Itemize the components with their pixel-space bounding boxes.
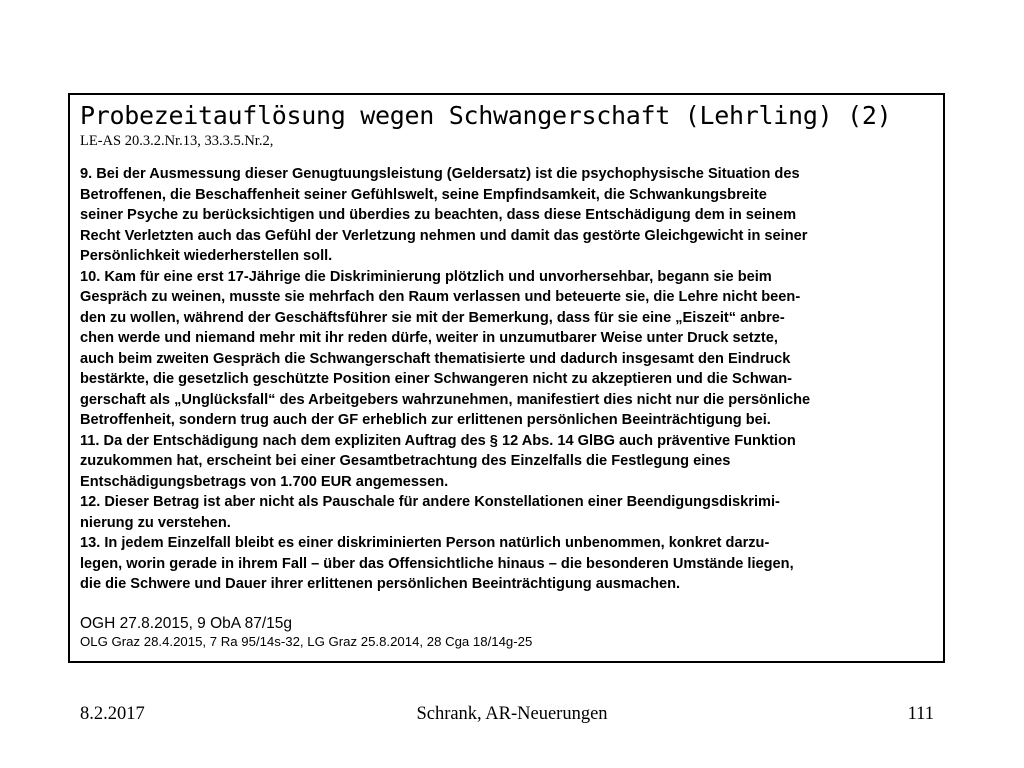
paragraph-9 [80, 164, 933, 267]
text-line: legen, worin gerade in ihrem Fall – über das Offensichtliche hinaus – die besonderen Umstände liegen, [80, 555, 794, 572]
paragraph-12 [80, 492, 933, 533]
lower-court-citation: OLG Graz 28.4.2015, 7 Ra 95/14s-32, LG Graz 25.8.2014, 28 Cga 18/14g-25 [80, 633, 533, 649]
footer-date: 8.2.2017 [80, 704, 145, 724]
text-line: gerschaft als „Unglücksfall“ des Arbeitgebers wahrzunehmen, manifestiert dies nicht nur die persönliche [80, 391, 811, 408]
text-line: 11. Da der Entschädigung nach dem expliziten Auftrag des § 12 Abs. 14 GlBG auch präventive Funktion [80, 432, 796, 449]
text-line: 10. Kam für eine erst 17-Jährige die Diskriminierung plötzlich und unvorhersehbar, begann sie beim [80, 268, 772, 285]
text-line: Betroffenheit, sondern trug auch der GF erheblich zur erlittenen persönlichen Beeinträchtigung bei. [80, 412, 771, 428]
text-line: 9. Bei der Ausmessung dieser Genugtuungsleistung (Geldersatz) ist die psychophysische Situation des [80, 166, 800, 182]
text-line: Gespräch zu weinen, musste sie mehrfach den Raum verlassen und beteuerte sie, die Lehre nicht been- [80, 289, 801, 305]
text-line: auch beim zweiten Gespräch die Schwangerschaft thematisierte und dadurch insgesamt den Eindruck [80, 350, 791, 367]
text-line: zuzukommen hat, erscheint bei einer Gesamtbetrachtung des Einzelfalls die Festlegung eines [80, 453, 731, 469]
court-citation: OGH 27.8.2015, 9 ObA 87/15g [80, 614, 292, 632]
text-line: 13. In jedem Einzelfall bleibt es einer diskriminierten Person natürlich unbenommen, konkret darzu- [80, 535, 770, 551]
text-line: nierung zu verstehen. [80, 514, 231, 531]
reference-line: LE-AS 20.3.2.Nr.13, 33.3.5.Nr.2, [80, 133, 274, 149]
text-line: 12. Dieser Betrag ist aber nicht als Pauschale für andere Konstellationen einer Beendigungsdiskrimi- [80, 494, 780, 510]
text-line: Persönlichkeit wiederherstellen soll. [80, 248, 333, 264]
text-line: die die Schwere und Dauer ihrer erlittenen persönlichen Beeinträchtigung ausmachen. [80, 576, 681, 592]
text-line: bestärkte, die gesetzlich geschützte Position einer Schwangeren nicht zu akzeptieren und die Schwan- [80, 371, 793, 387]
text-line: seiner Psyche zu berücksichtigen und überdies zu beachten, dass diese Entschädigung dem in seinem [80, 207, 797, 223]
spacer [80, 595, 933, 614]
paragraph-13 [80, 533, 933, 595]
slide-title: Probezeitauflösung wegen Schwangerschaft (Lehrling) (2) [80, 101, 892, 130]
paragraph-10 [80, 267, 933, 431]
text-line: Betroffenen, die Beschaffenheit seiner Gefühlswelt, seine Empfindsamkeit, die Schwankungsbreite [80, 186, 767, 203]
footer-author: Schrank, AR-Neuerungen [416, 704, 608, 724]
text-line: chen werde und niemand mehr mit ihr reden dürfe, weiter in unzumutbarer Weise unter Druck setzte, [80, 330, 778, 346]
page-number: 111 [907, 704, 934, 724]
text-line: den zu wollen, während der Geschäftsführer sie mit der Bemerkung, dass für sie eine „Eiszeit“ anbre- [80, 309, 785, 326]
paragraph-11 [80, 431, 933, 493]
text-line: Entschädigungsbetrags von 1.700 EUR angemessen. [80, 473, 449, 490]
text-line: Recht Verletzten auch das Gefühl der Verletzung nehmen und damit das gestörte Gleichgewicht in seiner [80, 227, 808, 244]
content-box [68, 93, 945, 663]
